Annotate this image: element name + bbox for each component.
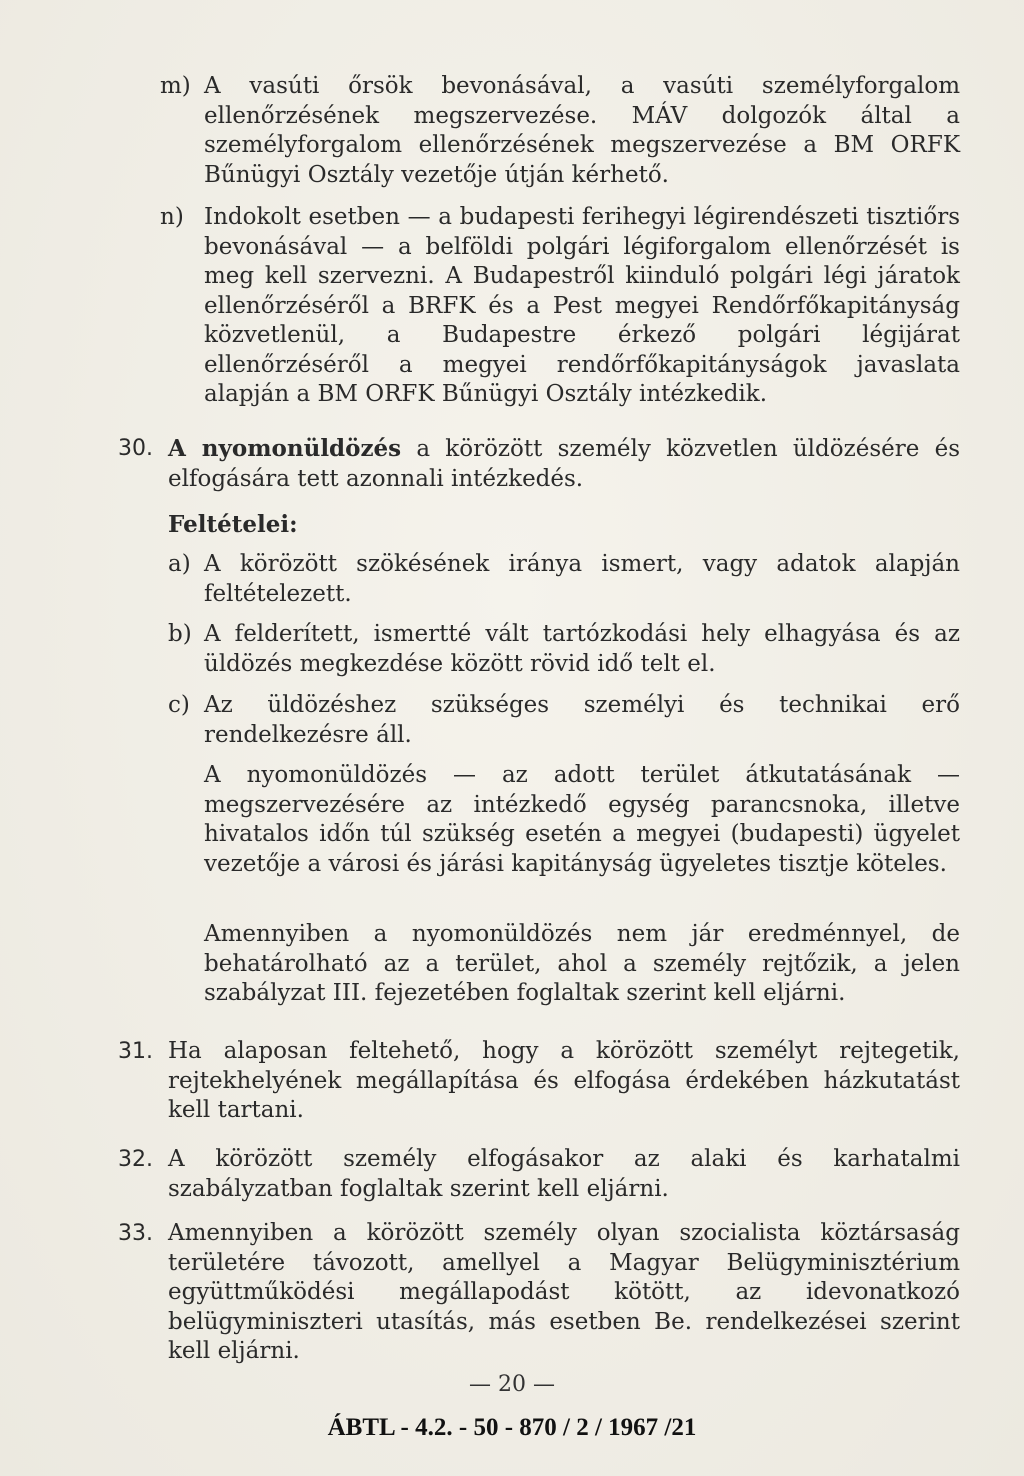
section-32-number: 32. [118,1147,153,1172]
item-n-label: n) [160,204,184,230]
section-30-term: A nyomonüldözés [168,435,402,462]
section-32-text: A körözött személy elfogásakor az alaki és karhatalmi szabályzatban foglaltak szerint kell eljárni. [168,1146,960,1202]
condition-b-label: b) [168,621,192,647]
item-m-label: m) [160,73,191,99]
item-m-text: A vasúti őrsök bevonásával, a vasúti személyforgalom ellenőrzésének megszervezése. MÁV dolgozók által a személyforgalom ellenőrzésének megszervezése a BM ORFK Bűnügyi Osztály vezetője útján kérhető. [204,73,960,188]
item-n-text: Indokolt esetben — a budapesti ferihegyi légirendészeti tisztiőrs bevonásával — a belföldi polgári légiforgalom ellenőrzését is meg kell szervezni. A Budapestről kiinduló polgári légi járatok ellenőrzéséről a BRFK és a Pest megyei Rendőrfőkapitányság közvetlenül, a Budapestre érkező polgári légijárat ellenőrzéséről a megyei rendőrfőkapitányságok javaslata alapján a BM ORFK Bűnügyi Osztály intézkedik. [204,204,960,407]
condition-c-label: c) [168,692,190,718]
page-number: — 20 — [469,1372,555,1397]
section-31-number: 31. [118,1039,153,1064]
section-31-text: Ha alaposan feltehető, hogy a körözött személyt rejtegetik, rejtekhelyének megállapítása és elfogása érdekében házkutatást kell tartani. [168,1038,960,1123]
archive-reference: ÁBTL - 4.2. - 50 - 870 / 2 / 1967 /21 [327,1414,697,1441]
section-30-definition: a körözött személy közvetlen üldözésére és elfogására tett azonnali intézkedés. [168,436,960,492]
condition-a-label: a) [168,551,191,577]
section-33-number: 33. [118,1221,153,1246]
section-33-text: Amennyiben a körözött személy olyan szocialista köztársaság területére távozott, amellyel a Magyar Belügyminisztérium együttműködési megállapodást kötött, az idevonatkozó belügyminiszteri utasítás, más esetben Be. rendelkezései szerint kell eljárni. [168,1220,960,1364]
paragraph-responsibility: A nyomonüldözés — az adott terület átkutatásának — megszervezésére az intézkedő egység parancsnoka, illetve hivatalos időn túl szükség esetén a megyei (budapesti) ügyelet vezetője a városi és járási kapitányság ügyeletes tisztje köteles. [204,762,960,877]
condition-b-text: A felderített, ismertté vált tartózkodási hely elhagyása és az üldözés megkezdése között rövid idő telt el. [204,621,960,677]
section-30-number: 30. [118,436,153,461]
condition-a-text: A körözött szökésének iránya ismert, vagy adatok alapján feltételezett. [204,551,960,607]
section-30-text [168,434,960,494]
conditions-heading: Feltételei: [168,511,298,538]
condition-c-text: Az üldözéshez szükséges személyi és technikai erő rendelkezésre áll. [204,692,960,748]
paragraph-unsuccessful: Amennyiben a nyomonüldözés nem jár eredménnyel, de behatárolható az a terület, ahol a személy rejtőzik, a jelen szabályzat III. fejezetében foglaltak szerint kell eljárni. [204,921,960,1006]
